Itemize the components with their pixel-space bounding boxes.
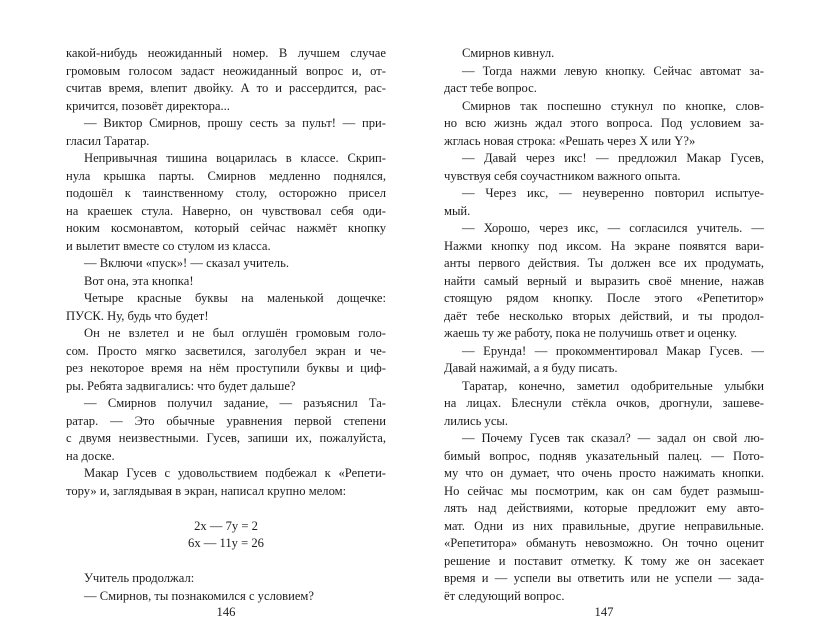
text-line: тору» и, заглядывая в экран, написал крупно мелом: <box>66 483 347 498</box>
text-line: сом. Просто мягко засветился, заголубел экран и че- <box>66 343 386 358</box>
text-line: на доске. <box>66 448 115 463</box>
text-line: с двумя неизвестными. Гусев, запиши их, пожалуйста, <box>66 431 386 445</box>
text-line: Таратар, конечно, заметил одобрительные улыбки <box>462 378 764 393</box>
text-line: Но сейчас мы посмотрим, как он сам будет размыш- <box>444 483 764 498</box>
text-line: решение и поставит отметку. К тому же он засекает <box>444 553 764 568</box>
text-line: чувствуя себя соучастником важного опыта. <box>444 168 681 183</box>
text-line: Учитель продолжал: <box>84 571 195 585</box>
text-line: лились усы. <box>444 413 509 428</box>
text-line: Непривычная тишина воцарилась в классе. Скрип- <box>84 151 386 165</box>
page-number: 146 <box>216 605 236 619</box>
text-line: бимый вопрос, подняв указательный палец. — Пото- <box>444 448 764 463</box>
text-line: — Давай через икс! — предложил Макар Гусев, <box>462 151 764 165</box>
text-line: Четыре красные буквы на маленькой дощечке: <box>84 291 386 305</box>
text-line: ноким космонавтом, который сейчас нажмёт кнопку <box>66 221 386 235</box>
text-line: му что он думает, что очень просто нажимать кнопки. <box>444 466 764 480</box>
text-line: найти самый верный и выразить своё мнение, нажав <box>444 273 764 288</box>
text-line: рез некоторое время на нём проступили буквы и циф- <box>66 361 386 375</box>
text-line: Вот она, эта кнопка! <box>84 273 194 288</box>
text-line: Он не взлетел и не был оглушён громовым голо- <box>84 326 386 340</box>
text-line <box>66 500 386 518</box>
text-line: Нажми кнопку под иксом. На экране появятся вари- <box>444 238 764 253</box>
text-line: кричится, позовёт директора... <box>66 98 230 113</box>
text-line: на краешек стула. Наверно, он чувствовал себя оди- <box>66 203 386 218</box>
text-line: и вылетит вместе со стулом из класса. <box>66 238 271 253</box>
book-page-right <box>444 45 764 605</box>
text-lines <box>444 45 764 605</box>
text-line: подошёл к таинственному столу, осторожно присел <box>66 186 386 200</box>
text-line: громовым голосом задаст неожиданный вопрос и, от- <box>66 63 386 78</box>
text-line: время и — успели вы ответить или не успели — зада- <box>444 571 764 585</box>
text-line: Макар Гусев с удовольствием подбежал к «Репети- <box>84 466 386 480</box>
text-line: но всю жизнь ждал этого вопроса. Под условием за- <box>444 116 764 130</box>
text-line: мый. <box>444 203 471 218</box>
text-line: даст тебе вопрос. <box>444 81 537 95</box>
text-line: мат. Одни из них правильные, другие неправильные. <box>444 518 764 533</box>
text-line: — Почему Гусев так сказал? — задал он свой лю- <box>462 431 764 445</box>
page-number: 147 <box>594 605 614 619</box>
text-line: считав время, влепит двойку. А то и рассердится, рас- <box>66 81 386 95</box>
text-line <box>66 553 386 571</box>
text-line: — Смирнов, ты познакомился с условием? <box>84 588 314 603</box>
text-line: — Хорошо, через икс, — согласился учитель. — <box>462 221 764 235</box>
text-line: — Включи «пуск»! — сказал учитель. <box>84 256 289 270</box>
text-line: Давай нажимай, а я буду писать. <box>444 361 618 375</box>
book-page-left <box>66 45 386 605</box>
text-line: гласил Таратар. <box>66 133 150 148</box>
text-line: лять над действиями, которые предложит ему авто- <box>444 501 764 515</box>
text-line: — Ерунда! — прокомментировал Макар Гусев. — <box>462 343 764 358</box>
text-line: стоящую рядом кнопку. После этого «Репетитор» <box>444 291 764 305</box>
text-line: — Тогда нажми левую кнопку. Сейчас автомат за- <box>462 63 764 78</box>
text-line: какой-нибудь неожиданный номер. В лучшем случае <box>66 46 386 60</box>
text-line: ёт следующий вопрос. <box>444 588 565 603</box>
text-line: — Смирнов получил задание, — разъяснил Та- <box>84 396 386 410</box>
text-line: ры. Ребята задвигались: что будет дальше? <box>66 378 296 393</box>
text-line: — Виктор Смирнов, прошу сесть за пульт! — при- <box>84 116 386 130</box>
text-line: даёт тебе несколько вторых действий, и ты продол- <box>444 308 764 323</box>
text-line: жаешь ту же работу, пока не получишь ответ и оценку. <box>444 326 738 340</box>
text-line: ПУСК. Ну, будь что будет! <box>66 308 209 323</box>
text-line: ратар. — Это обычные уравнения первой степени <box>66 413 386 428</box>
text-line: — Через икс, — неуверенно повторил испытуе- <box>462 186 764 200</box>
text-line: нула крышка парты. Смирнов медленно поднялся, <box>66 168 386 183</box>
text-line: анты первого действия. Ты должен все их продумать, <box>444 256 764 270</box>
text-line: жглась новая строка: «Решать через X или Y?» <box>444 133 696 148</box>
equation-line: 6х — 11у = 26 <box>188 536 264 550</box>
text-lines <box>66 45 386 605</box>
equation-line: 2х — 7у = 2 <box>194 518 258 533</box>
text-line: Смирнов так поспешно стукнул по кнопке, слов- <box>462 98 764 113</box>
text-line: на лицах. Блеснули стёкла очков, дрогнули, зашеве- <box>444 396 764 410</box>
text-line: «Репетитора» обмануть невозможно. Он точно оценит <box>444 536 764 550</box>
text-line: Смирнов кивнул. <box>462 46 555 60</box>
